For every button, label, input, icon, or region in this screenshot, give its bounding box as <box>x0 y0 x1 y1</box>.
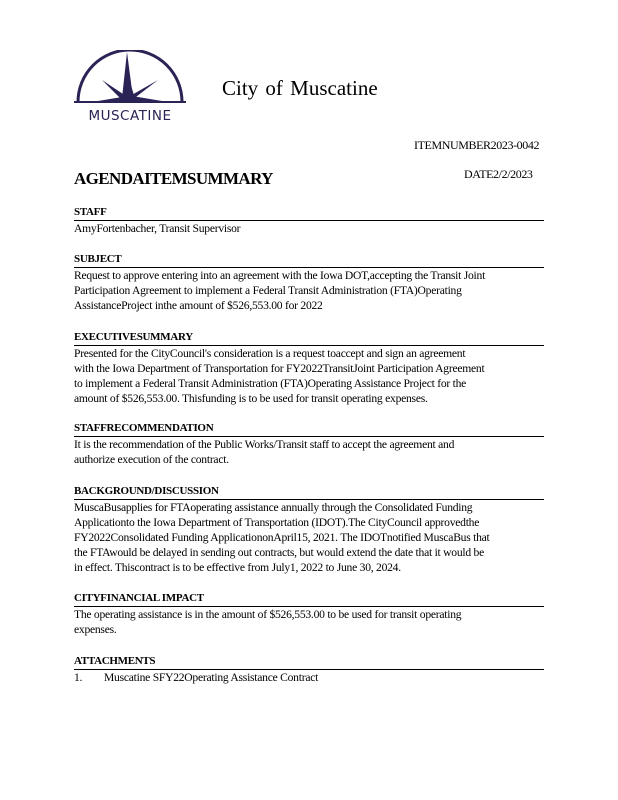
city-name: City of Muscatine <box>222 76 378 100</box>
section-financial-impact <box>74 592 544 637</box>
date: DATE2/2/2023 <box>464 167 533 181</box>
text-line: authorize execution of the contract. <box>74 453 229 466</box>
section-background <box>74 485 544 575</box>
text-line: with the Iowa Department of Transportation for FY2022TransitJoint Participation Agreement <box>74 362 485 375</box>
text-line: FY2022Consolidated Funding ApplicationonApril15, 2021. The IDOTnotified MuscaBus that <box>74 531 490 544</box>
text-line: to implement a Federal Transit Administration (FTA)Operating Assistance Project for the <box>74 377 467 390</box>
section-staff <box>74 206 544 236</box>
text-line: AmyFortenbacher, Transit Supervisor <box>74 222 241 235</box>
section-heading: STAFFRECOMMENDATION <box>74 422 544 437</box>
text-line: Participation Agreement to implement a Federal Transit Administration (FTA)Operating <box>74 284 462 297</box>
item-number: ITEMNUMBER2023-0042 <box>414 138 540 152</box>
attachment-link[interactable]: Muscatine SFY22Operating Assistance Contract <box>104 671 319 684</box>
section-subject <box>74 253 544 313</box>
text-line: expenses. <box>74 623 117 636</box>
text-line: amount of $526,553.00. Thisfunding is to be used for transit operating expenses. <box>74 392 428 405</box>
section-heading: BACKGROUND/DISCUSSION <box>74 485 544 500</box>
page-title: AGENDAITEMSUMMARY <box>74 169 273 188</box>
section-heading: CITYFINANCIAL IMPACT <box>74 592 544 607</box>
text-line: the FTAwould be delayed in sending out contracts, but would extend the date that it would be <box>74 546 484 559</box>
section-executive-summary <box>74 331 544 406</box>
text-line: Presented for the CityCouncil's consideration is a request toaccept and sign an agreement <box>74 347 466 360</box>
section-heading: EXECUTIVESUMMARY <box>74 331 544 346</box>
section-staff-recommendation <box>74 422 544 467</box>
section-attachments <box>74 655 544 685</box>
section-heading: ATTACHMENTS <box>74 655 544 670</box>
text-line: The operating assistance is in the amount of $526,553.00 to be used for transit operating <box>74 608 462 621</box>
svg-text:MUSCATINE: MUSCATINE <box>88 108 172 124</box>
section-heading: STAFF <box>74 206 544 221</box>
text-line: AssistanceProject inthe amount of $526,553.00 for 2022 <box>74 299 323 312</box>
attachment-number: 1. <box>74 671 83 684</box>
text-line: MuscaBusapplies for FTAoperating assistance annually through the Consolidated Funding <box>74 501 473 514</box>
text-line: Request to approve entering into an agreement with the Iowa DOT,accepting the Transit Joint <box>74 269 486 282</box>
text-line: Applicationto the Iowa Department of Transportation (IDOT).The CityCouncil approvedthe <box>74 516 480 529</box>
text-line: in effect. Thiscontract is to be effective from July1, 2022 to June 30, 2024. <box>74 561 401 574</box>
muscatine-logo <box>72 50 188 124</box>
text-line: It is the recommendation of the Public Works/Transit staff to accept the agreement and <box>74 438 455 451</box>
section-heading: SUBJECT <box>74 253 544 268</box>
attachment-item[interactable] <box>74 670 544 685</box>
